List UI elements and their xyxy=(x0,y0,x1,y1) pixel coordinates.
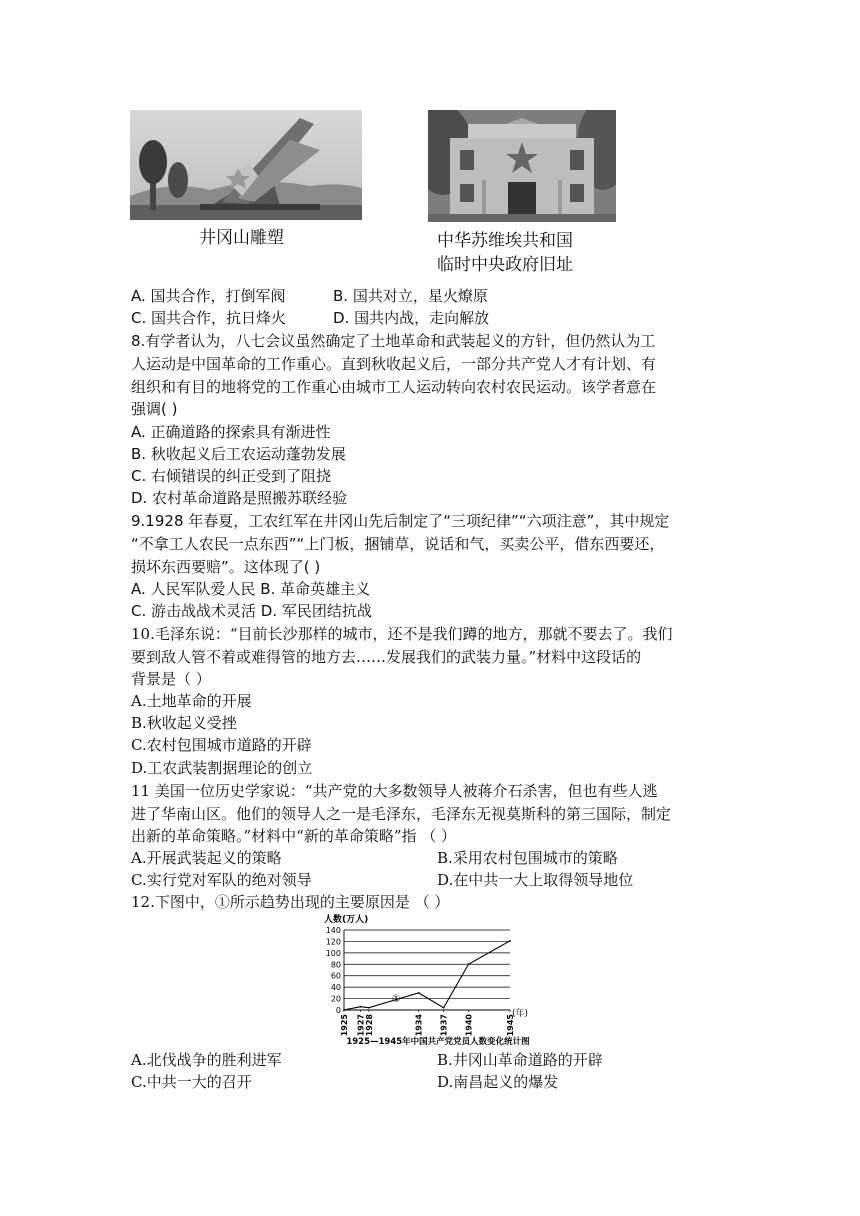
q11-stem-line1: 11 美国一位历史学家说：“共产党的大多数领导人被蒋介石杀害，但也有些人逃 xyxy=(131,782,658,800)
q9-stem-line1: 9.1928 年春夏，工农红军在井冈山先后制定了“三项纪律”“六项注意”，其中规定 xyxy=(131,512,670,530)
y-tick-label: 120 xyxy=(325,937,341,947)
q10-option-c: C.农村包围城市道路的开辟 xyxy=(131,736,312,754)
left-photo-caption: 井冈山雕塑 xyxy=(199,228,284,248)
q8-stem-line4: 强调( ) xyxy=(131,400,178,418)
chart-xlabel: (年) xyxy=(512,1009,529,1019)
q9-stem-line3: 损坏东西要赔”。这体现了( ) xyxy=(131,558,321,576)
q12-option-c: C.中共一大的召开 xyxy=(131,1073,252,1091)
data-point xyxy=(443,1007,445,1009)
y-tick-label: 80 xyxy=(330,960,341,970)
x-tick-label: 1945 xyxy=(506,1014,515,1037)
y-tick-label: 140 xyxy=(325,926,341,935)
data-point xyxy=(360,1006,362,1008)
q10-stem-line1: 10.毛泽东说：“目前长沙那样的城市，还不是我们蹲的地方，那就不要去了。我们 xyxy=(131,625,673,643)
y-tick-label: 60 xyxy=(330,971,341,981)
q10-option-a: A.土地革命的开展 xyxy=(131,692,252,710)
q10-stem-line2: 要到敌人管不着或难得管的地方去……发展我们的武装力量。”材料中这段话的 xyxy=(131,648,642,666)
x-tick-label: 1940 xyxy=(464,1014,474,1037)
data-point xyxy=(343,1009,345,1011)
q11-stem-line3: 出新的革命策略。”材料中“新的革命策略”指 （ ） xyxy=(131,827,457,845)
x-tick-label: 1937 xyxy=(439,1014,449,1037)
q12-option-a: A.北伐战争的胜利进军 xyxy=(131,1051,282,1069)
q8-stem-line3: 组织和有目的地将党的工作重心由城市工人运动转向农村农民运动。该学者意在 xyxy=(131,378,657,396)
chart-annotation-1: ① xyxy=(391,994,401,1005)
q11-option-a: A.开展武装起义的策略 xyxy=(131,849,282,867)
q12-option-b: B.井冈山革命道路的开辟 xyxy=(437,1051,603,1069)
data-point xyxy=(418,992,420,994)
q9-option-a-b: A. 人民军队爱人民 B. 革命英雄主义 xyxy=(131,580,371,598)
y-tick-label: 40 xyxy=(330,983,341,993)
q7-option-a: A. 国共合作，打倒军阀 xyxy=(131,287,286,305)
y-tick-label: 0 xyxy=(335,1006,341,1015)
q9-stem-line2: “不拿工人农民一点东西”“上门板，捆铺草，说话和气，买卖公平，借东西要还， xyxy=(131,535,665,553)
x-tick-label: 1928 xyxy=(364,1014,374,1037)
x-tick-label: 1934 xyxy=(414,1014,424,1037)
q12-stem-line1: 12.下图中，①所示趋势出现的主要原因是 （ ） xyxy=(131,893,450,911)
y-tick-label: 20 xyxy=(330,994,341,1004)
q11-option-c: C.实行党对军队的绝对领导 xyxy=(131,871,312,889)
q10-option-b: B.秋收起义受挫 xyxy=(131,714,237,732)
x-tick-label: 1925 xyxy=(340,1014,349,1037)
q7-option-c: C. 国共合作，抗日烽火 xyxy=(131,309,287,327)
data-point xyxy=(468,963,470,965)
q7-option-d: D. 国共内战，走向解放 xyxy=(333,309,490,327)
data-point xyxy=(368,1007,370,1009)
jinggangshan-sculpture-photo xyxy=(130,110,362,220)
q11-option-d: D.在中共一大上取得领导地位 xyxy=(437,871,634,889)
chart-title: 1925—1945年中国共产党党员人数变化统计图 xyxy=(346,1037,530,1047)
q7-option-b: B. 国共对立，星火燎原 xyxy=(333,287,488,305)
q8-stem-line2: 人运动是中国革命的工作重心。直到秋收起义后，一部分共产党人才有计划、有 xyxy=(131,355,657,373)
q10-stem-line3: 背景是（ ） xyxy=(131,670,211,688)
q8-option-a: A. 正确道路的探索具有渐进性 xyxy=(131,423,331,441)
chart-ylabel: 人数(万人) xyxy=(324,915,369,925)
provisional-government-site-photo xyxy=(428,110,616,222)
data-point xyxy=(509,940,511,942)
q12-option-d: D.南昌起义的爆发 xyxy=(437,1073,559,1091)
q8-option-c: C. 右倾错误的纠正受到了阻挠 xyxy=(131,467,332,485)
q10-option-d: D.工农武装割据理论的创立 xyxy=(131,759,313,777)
q8-stem-line1: 8.有学者认为，八七会议虽然确定了土地革命和武装起义的方针，但仍然认为工 xyxy=(131,332,656,350)
q9-option-c-d: C. 游击战战术灵活 D. 军民团结抗战 xyxy=(131,602,372,620)
q11-stem-line2: 进了华南山区。他们的领导人之一是毛泽东，毛泽东无视莫斯科的第三国际，制定 xyxy=(131,805,672,823)
right-photo-caption-line1: 中华苏维埃共和国 xyxy=(437,231,573,251)
y-tick-label: 100 xyxy=(325,948,341,958)
q11-option-b: B.采用农村包围城市的策略 xyxy=(437,849,618,867)
q8-option-b: B. 秋收起义后工农运动蓬勃发展 xyxy=(131,445,346,463)
x-tick-label: 1927 xyxy=(356,1014,366,1037)
party-membership-chart xyxy=(312,912,552,1048)
q8-option-d: D. 农村革命道路是照搬苏联经验 xyxy=(131,489,348,507)
right-photo-caption-line2: 临时中央政府旧址 xyxy=(437,255,573,275)
